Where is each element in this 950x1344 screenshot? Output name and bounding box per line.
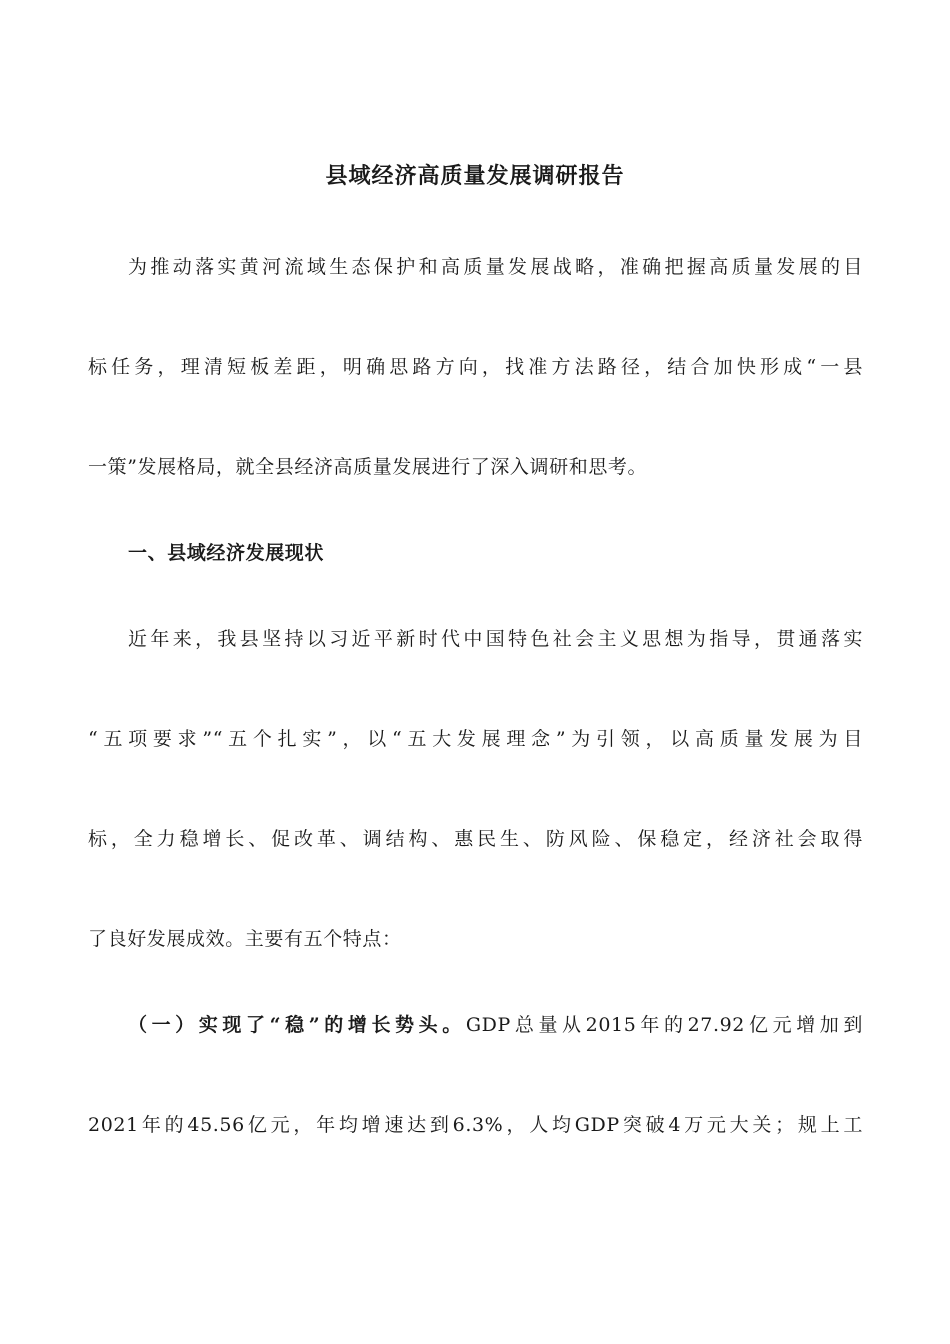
section-para-line-4: 了良好发展成效。主要有五个特点： [88, 928, 402, 950]
point-1-lead: （一）实现了“稳”的增长势头。 [128, 1014, 466, 1036]
intro-line-2: 标任务，理清短板差距，明确思路方向，找准方法路径，结合加快形成“一县 [88, 356, 863, 378]
point-1-line-1 [88, 1010, 863, 1040]
intro-line-1: 为推动落实黄河流域生态保护和高质量发展战略，准确把握高质量发展的目 [128, 256, 863, 278]
intro-line-3: 一策”发展格局，就全县经济高质量发展进行了深入调研和思考。 [88, 456, 648, 478]
section-para-line-1: 近年来，我县坚持以习近平新时代中国特色社会主义思想为指导，贯通落实 [128, 628, 863, 650]
section-para-line-2: “五项要求”“五个扎实”，以“五大发展理念”为引领，以高质量发展为目 [88, 728, 863, 750]
point-1-line-2: 2021年的45.56亿元，年均增速达到6.3%，人均GDP突破4万元大关；规上工 [88, 1114, 863, 1136]
page-title: 县域经济高质量发展调研报告 [325, 163, 625, 189]
section-para-line-3: 标，全力稳增长、促改革、调结构、惠民生、防风险、保稳定，经济社会取得 [88, 828, 863, 850]
point-1-text: GDP总量从2015年的27.92亿元增加到 [465, 1014, 863, 1036]
section-heading: 一、县域经济发展现状 [128, 542, 325, 564]
